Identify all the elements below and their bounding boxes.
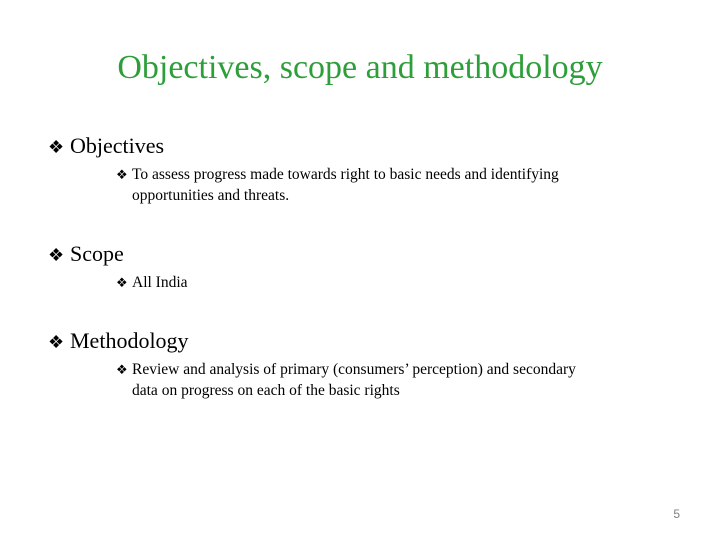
- diamond-bullet-icon: ❖: [48, 137, 65, 157]
- sub-bullet-line: opportunities and threats.: [132, 187, 290, 204]
- slide-title: Objectives, scope and methodology: [117, 49, 603, 86]
- sub-bullet-line: [116, 272, 188, 293]
- sub-bullet-text: All India: [132, 274, 188, 291]
- bullet-heading-scope: Scope: [70, 241, 124, 266]
- diamond-bullet-icon: ❖: [48, 245, 65, 265]
- diamond-bullet-icon: ❖: [116, 362, 128, 377]
- bullet-scope: [48, 241, 124, 268]
- sub-bullet-text: To assess progress made towards right to basic needs and identifying: [132, 166, 559, 183]
- sub-bullet-scope: [116, 272, 188, 293]
- sub-bullet-methodology: [116, 359, 576, 401]
- bullet-heading-objectives: Objectives: [70, 133, 165, 158]
- page-number: 5: [673, 507, 680, 521]
- sub-bullet-line: [116, 359, 576, 380]
- bullet-objectives: [48, 133, 164, 160]
- sub-bullet-line: [116, 164, 559, 185]
- sub-bullet-objectives: [116, 164, 559, 206]
- bullet-methodology: [48, 328, 189, 355]
- sub-bullet-text: Review and analysis of primary (consumers’ perception) and secondary: [132, 361, 576, 378]
- diamond-bullet-icon: ❖: [48, 332, 65, 352]
- bullet-heading-methodology: Methodology: [70, 328, 189, 353]
- diamond-bullet-icon: ❖: [116, 167, 128, 182]
- diamond-bullet-icon: ❖: [116, 275, 128, 290]
- sub-bullet-line: data on progress on each of the basic rights: [132, 382, 400, 399]
